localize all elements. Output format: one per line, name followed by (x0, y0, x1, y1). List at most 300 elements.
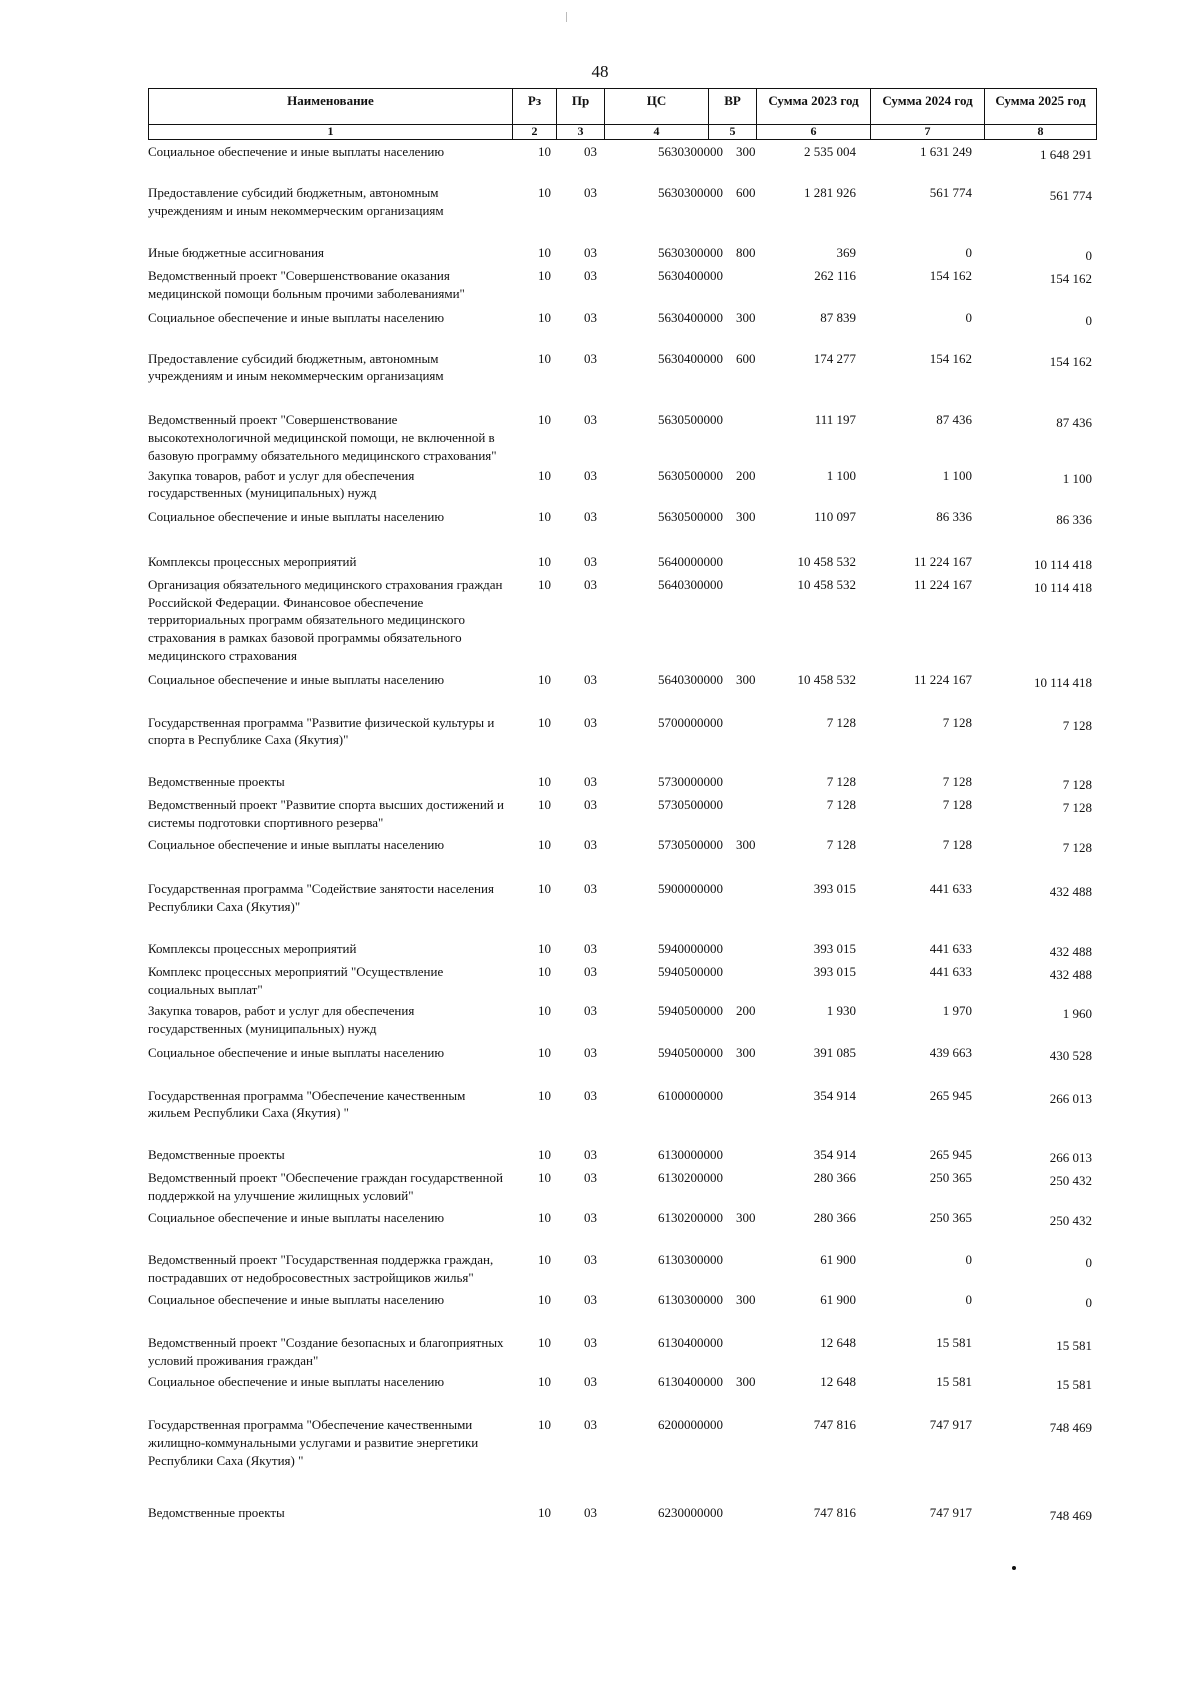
row-sum-2023: 10 458 532 (797, 553, 856, 569)
row-cs: 5730500000 (658, 836, 723, 852)
row-vr: 300 (736, 1374, 756, 1390)
row-sum-2024: 0 (965, 1292, 972, 1308)
table-row (148, 773, 1096, 796)
row-rz: 10 (538, 553, 551, 569)
row-name: Государственная программа "Обеспечение качественным жильем Республики Саха (Якутия) " (148, 1087, 466, 1121)
budget-table-body (148, 143, 1096, 1524)
row-pr: 03 (584, 714, 597, 730)
row-sum-2025: 432 488 (1049, 884, 1092, 900)
row-rz: 10 (538, 774, 551, 790)
row-name: Ведомственный проект "Совершенствование высокотехнологичной медицинской помощи, не включенной в базовую программу обязательного медицинского страхования" (148, 412, 497, 463)
row-rz: 10 (538, 1209, 551, 1225)
row-sum-2024: 154 162 (929, 350, 972, 366)
row-rz: 10 (538, 509, 551, 525)
row-sum-2025: 430 528 (1049, 1047, 1092, 1063)
table-row (148, 880, 1096, 940)
table-row (148, 1334, 1096, 1374)
row-sum-2023: 1 100 (826, 467, 856, 483)
row-name: Комплексы процессных мероприятий (148, 553, 357, 569)
row-sum-2025: 748 469 (1049, 1420, 1092, 1436)
row-pr: 03 (584, 881, 597, 897)
row-cs: 6100000000 (658, 1087, 723, 1103)
row-sum-2024: 1 970 (942, 1003, 972, 1019)
row-vr: 800 (736, 245, 756, 261)
table-row (148, 1373, 1096, 1416)
row-sum-2025: 86 336 (1056, 512, 1092, 528)
row-sum-2024: 7 128 (942, 796, 972, 812)
row-rz: 10 (538, 671, 551, 687)
row-sum-2024: 441 633 (929, 881, 972, 897)
row-vr: 300 (736, 1044, 756, 1060)
row-sum-2023: 110 097 (814, 509, 856, 525)
row-sum-2023: 111 197 (814, 412, 856, 428)
row-vr: 300 (736, 1209, 756, 1225)
row-cs: 6130300000 (658, 1292, 723, 1308)
row-cs: 5630400000 (658, 268, 723, 284)
row-sum-2023: 280 366 (813, 1209, 856, 1225)
row-name: Социальное обеспечение и иные выплаты населению (148, 1044, 445, 1060)
row-sum-2024: 1 631 249 (920, 144, 972, 159)
page-number: 48 (591, 62, 609, 81)
row-name: Комплексы процессных мероприятий (148, 940, 357, 956)
header-col-number: 8 (985, 125, 1097, 140)
row-vr (726, 773, 778, 796)
row-sum-2024: 0 (965, 245, 972, 261)
row-sum-2024: 87 436 (936, 412, 972, 428)
table-row (148, 244, 1096, 267)
row-pr: 03 (584, 1209, 597, 1225)
row-sum-2025: 0 (1085, 1295, 1092, 1311)
row-sum-2025: 0 (1085, 312, 1092, 328)
row-pr: 03 (584, 1003, 597, 1019)
row-rz: 10 (538, 412, 551, 428)
row-rz: 10 (538, 350, 551, 366)
row-rz: 10 (538, 1417, 551, 1433)
row-name: Организация обязательного медицинского страхования граждан Российской Федерации. Финансовое обеспечение территориальных программ обязательного медицинского страхования в рамках базовой программы обязательного медицинского страхования (148, 576, 503, 663)
row-vr (726, 1146, 778, 1169)
row-sum-2024: 15 581 (936, 1334, 972, 1350)
header-col-number: 1 (149, 125, 513, 140)
row-sum-2025: 7 128 (1062, 839, 1092, 855)
row-sum-2024: 250 365 (929, 1170, 972, 1186)
row-rz: 10 (538, 1170, 551, 1186)
row-rz: 10 (538, 1292, 551, 1308)
row-pr: 03 (584, 1252, 597, 1268)
row-pr: 03 (584, 1374, 597, 1390)
row-rz: 10 (538, 1044, 551, 1060)
row-sum-2023: 87 839 (820, 309, 856, 325)
row-sum-2024: 265 945 (929, 1087, 972, 1103)
row-sum-2025: 748 469 (1049, 1507, 1092, 1523)
row-name: Предоставление субсидий бюджетным, автономным учреждениям и иным некоммерческим организациям (148, 184, 444, 218)
row-pr: 03 (584, 1504, 597, 1520)
row-cs: 5640300000 (658, 671, 723, 687)
table-row (148, 553, 1096, 576)
row-pr: 03 (584, 1147, 597, 1163)
row-sum-2024: 747 917 (929, 1504, 972, 1520)
row-sum-2023: 369 (836, 245, 856, 261)
header-sum-2023: Сумма 2023 год (757, 89, 871, 125)
row-rz: 10 (538, 184, 551, 200)
row-name: Ведомственные проекты (148, 774, 285, 790)
table-row (148, 1169, 1096, 1209)
table-row (148, 576, 1096, 671)
table-row (148, 350, 1096, 412)
row-name: Государственная программа "Обеспечение качественными жилищно-коммунальными услугами и развитие энергетики Республики Саха (Якутия) " (148, 1417, 479, 1468)
row-name: Социальное обеспечение и иные выплаты населению (148, 309, 445, 325)
row-sum-2024: 439 663 (929, 1044, 972, 1060)
header-cs: ЦС (605, 89, 709, 125)
row-vr (726, 1504, 778, 1525)
row-pr: 03 (584, 836, 597, 852)
row-pr: 03 (584, 576, 597, 592)
table-row (148, 309, 1096, 350)
row-pr: 03 (584, 1044, 597, 1060)
row-name: Комплекс процессных мероприятий "Осуществление социальных выплат" (148, 963, 444, 997)
row-sum-2023: 61 900 (820, 1252, 856, 1268)
row-cs: 5940500000 (658, 1003, 723, 1019)
row-sum-2024: 441 633 (929, 940, 972, 956)
row-sum-2024: 11 224 167 (913, 671, 972, 687)
row-vr (726, 411, 778, 466)
row-sum-2023: 10 458 532 (797, 671, 856, 687)
row-cs: 5640300000 (658, 576, 723, 592)
row-sum-2025: 432 488 (1049, 966, 1092, 982)
table-row (148, 1504, 1096, 1525)
table-row (148, 1416, 1096, 1503)
row-sum-2024: 0 (965, 309, 972, 325)
row-pr: 03 (584, 1292, 597, 1308)
table-row (148, 1291, 1096, 1334)
row-pr: 03 (584, 1334, 597, 1350)
table-row (148, 714, 1096, 774)
header-sum-2025: Сумма 2025 год (985, 89, 1097, 125)
row-sum-2023: 354 914 (813, 1147, 856, 1163)
row-sum-2023: 2 535 004 (804, 144, 856, 159)
table-row (148, 508, 1096, 553)
row-vr (726, 1251, 778, 1291)
row-vr (726, 714, 778, 774)
row-name: Социальное обеспечение и иные выплаты населению (148, 671, 445, 687)
table-row (148, 1044, 1096, 1087)
table-row (148, 1251, 1096, 1291)
row-cs: 5630300000 (658, 184, 723, 200)
row-cs: 5940000000 (658, 940, 723, 956)
row-sum-2025: 432 488 (1049, 943, 1092, 959)
row-cs: 5630500000 (658, 412, 723, 428)
row-sum-2023: 393 015 (813, 963, 856, 979)
row-rz: 10 (538, 144, 551, 159)
row-cs: 5730500000 (658, 796, 723, 812)
row-sum-2025: 7 128 (1062, 799, 1092, 815)
row-sum-2024: 0 (965, 1252, 972, 1268)
row-name: Государственная программа "Развитие физической культуры и спорта в Республике Саха (Якутия)" (148, 714, 495, 748)
row-sum-2024: 86 336 (936, 509, 972, 525)
row-rz: 10 (538, 714, 551, 730)
row-vr: 300 (736, 509, 756, 525)
row-sum-2025: 561 774 (1049, 187, 1092, 203)
row-pr: 03 (584, 144, 597, 159)
row-vr (726, 1169, 778, 1209)
row-vr: 600 (736, 350, 756, 366)
row-rz: 10 (538, 836, 551, 852)
row-sum-2023: 393 015 (813, 881, 856, 897)
row-sum-2025: 154 162 (1049, 353, 1092, 369)
row-vr (726, 576, 778, 671)
row-cs: 5940500000 (658, 963, 723, 979)
table-row (148, 1002, 1096, 1044)
row-sum-2023: 7 128 (826, 796, 856, 812)
table-row (148, 1146, 1096, 1169)
header-rz: Рз (513, 89, 557, 125)
row-sum-2023: 354 914 (813, 1087, 856, 1103)
row-name: Ведомственный проект "Обеспечение граждан государственной поддержкой на улучшение жилищных условий" (148, 1170, 503, 1203)
row-sum-2025: 154 162 (1049, 271, 1092, 287)
row-pr: 03 (584, 309, 597, 325)
row-pr: 03 (584, 467, 597, 483)
table-header (148, 88, 1097, 140)
row-name: Предоставление субсидий бюджетным, автономным учреждениям и иным некоммерческим организациям (148, 350, 444, 384)
row-sum-2025: 1 100 (1062, 470, 1092, 486)
row-sum-2024: 15 581 (936, 1374, 972, 1390)
row-cs: 6130400000 (658, 1334, 723, 1350)
row-rz: 10 (538, 940, 551, 956)
row-sum-2023: 747 816 (813, 1417, 856, 1433)
row-sum-2023: 391 085 (813, 1044, 856, 1060)
row-vr: 600 (736, 184, 756, 200)
row-cs: 6130200000 (658, 1170, 723, 1186)
row-name: Социальное обеспечение и иные выплаты населению (148, 836, 445, 852)
header-row-titles (149, 89, 1097, 125)
row-pr: 03 (584, 963, 597, 979)
row-pr: 03 (584, 796, 597, 812)
row-cs: 5900000000 (658, 881, 723, 897)
row-rz: 10 (538, 1147, 551, 1163)
row-name: Ведомственные проекты (148, 1147, 285, 1163)
table-row (148, 836, 1096, 881)
row-name: Иные бюджетные ассигнования (148, 245, 325, 261)
row-sum-2024: 7 128 (942, 714, 972, 730)
row-cs: 6130300000 (658, 1252, 723, 1268)
row-cs: 5630300000 (658, 144, 723, 159)
row-sum-2023: 7 128 (826, 714, 856, 730)
row-pr: 03 (584, 1417, 597, 1433)
row-sum-2024: 441 633 (929, 963, 972, 979)
scan-dot (1012, 1566, 1016, 1570)
row-cs: 5630500000 (658, 509, 723, 525)
row-sum-2025: 7 128 (1062, 717, 1092, 733)
table-row (148, 963, 1096, 1003)
table-row (148, 1087, 1096, 1147)
row-cs: 5730000000 (658, 774, 723, 790)
row-rz: 10 (538, 309, 551, 325)
table-row (148, 184, 1096, 245)
row-sum-2025: 87 436 (1056, 415, 1092, 431)
row-sum-2025: 10 114 418 (1033, 674, 1092, 690)
row-sum-2024: 1 100 (942, 467, 972, 483)
row-vr: 300 (736, 836, 756, 852)
row-pr: 03 (584, 671, 597, 687)
row-rz: 10 (538, 881, 551, 897)
row-vr: 300 (736, 671, 756, 687)
row-rz: 10 (538, 963, 551, 979)
row-name: Социальное обеспечение и иные выплаты населению (148, 144, 445, 159)
row-pr: 03 (584, 350, 597, 366)
header-name: Наименование (149, 89, 513, 125)
row-cs: 5940500000 (658, 1044, 723, 1060)
table-row (148, 267, 1096, 309)
header-row-numbers (149, 125, 1097, 140)
table-row (148, 940, 1096, 963)
row-rz: 10 (538, 1374, 551, 1390)
row-name: Ведомственный проект "Создание безопасных и благоприятных условий проживания граждан" (148, 1334, 504, 1368)
row-rz: 10 (538, 1252, 551, 1268)
row-sum-2023: 12 648 (820, 1374, 856, 1390)
row-sum-2024: 250 365 (929, 1209, 972, 1225)
row-pr: 03 (584, 553, 597, 569)
table-row (148, 467, 1096, 509)
row-sum-2025: 266 013 (1049, 1150, 1092, 1166)
row-rz: 10 (538, 1087, 551, 1103)
row-sum-2025: 1 648 291 (1040, 147, 1092, 162)
row-sum-2024: 11 224 167 (913, 553, 972, 569)
row-cs: 6230000000 (658, 1504, 723, 1520)
row-sum-2025: 10 114 418 (1033, 556, 1092, 572)
row-sum-2025: 15 581 (1056, 1337, 1092, 1353)
row-cs: 6130000000 (658, 1147, 723, 1163)
row-pr: 03 (584, 245, 597, 261)
row-sum-2023: 174 277 (813, 350, 856, 366)
row-vr: 200 (736, 1003, 756, 1019)
row-sum-2025: 7 128 (1062, 777, 1092, 793)
row-pr: 03 (584, 184, 597, 200)
row-sum-2025: 250 432 (1049, 1212, 1092, 1228)
row-vr (726, 796, 778, 836)
row-vr (726, 267, 778, 309)
row-vr (726, 1334, 778, 1374)
row-vr (726, 940, 778, 963)
table-row (148, 671, 1096, 714)
row-name: Социальное обеспечение и иные выплаты населению (148, 1374, 445, 1390)
row-vr: 300 (736, 1292, 756, 1308)
row-rz: 10 (538, 576, 551, 592)
row-sum-2024: 265 945 (929, 1147, 972, 1163)
row-sum-2024: 7 128 (942, 836, 972, 852)
row-cs: 6200000000 (658, 1417, 723, 1433)
row-sum-2025: 0 (1085, 1255, 1092, 1271)
row-sum-2023: 393 015 (813, 940, 856, 956)
row-pr: 03 (584, 774, 597, 790)
row-rz: 10 (538, 796, 551, 812)
row-cs: 6130200000 (658, 1209, 723, 1225)
table-row (148, 411, 1096, 466)
row-cs: 5640000000 (658, 553, 723, 569)
header-vr: ВР (709, 89, 757, 125)
row-cs: 5630400000 (658, 350, 723, 366)
row-sum-2025: 15 581 (1056, 1377, 1092, 1393)
row-sum-2023: 1 930 (826, 1003, 856, 1019)
row-pr: 03 (584, 1087, 597, 1103)
row-name: Ведомственный проект "Государственная поддержка граждан, пострадавших от недобросовестных застройщиков жилья" (148, 1252, 494, 1286)
row-rz: 10 (538, 467, 551, 483)
row-name: Ведомственные проекты (148, 1504, 285, 1520)
row-vr (726, 880, 778, 940)
row-name: Ведомственный проект "Развитие спорта высших достижений и системы подготовки спортивного резерва" (148, 796, 504, 830)
header-col-number: 7 (871, 125, 985, 140)
row-vr: 200 (736, 467, 756, 483)
header-col-number: 3 (557, 125, 605, 140)
row-vr: 300 (736, 309, 756, 325)
row-sum-2025: 1 960 (1062, 1006, 1092, 1022)
row-sum-2023: 12 648 (820, 1334, 856, 1350)
row-sum-2023: 1 281 926 (804, 184, 856, 200)
row-pr: 03 (584, 509, 597, 525)
header-col-number: 2 (513, 125, 557, 140)
row-sum-2023: 747 816 (813, 1504, 856, 1520)
row-sum-2023: 280 366 (813, 1170, 856, 1186)
row-cs: 5700000000 (658, 714, 723, 730)
row-vr: 300 (736, 144, 756, 159)
scan-artifact (566, 12, 567, 22)
row-name: Ведомственный проект "Совершенствование оказания медицинской помощи больным прочими заболеваниями" (148, 268, 465, 301)
row-rz: 10 (538, 1334, 551, 1350)
row-name: Государственная программа "Содействие занятости населения Республики Саха (Якутия)" (148, 881, 494, 915)
row-name: Социальное обеспечение и иные выплаты населению (148, 1209, 445, 1225)
row-sum-2024: 747 917 (929, 1417, 972, 1433)
row-sum-2023: 61 900 (820, 1292, 856, 1308)
row-sum-2025: 10 114 418 (1033, 579, 1092, 595)
header-col-number: 4 (605, 125, 709, 140)
row-rz: 10 (538, 245, 551, 261)
row-pr: 03 (584, 412, 597, 428)
row-sum-2023: 7 128 (826, 836, 856, 852)
row-name: Закупка товаров, работ и услуг для обеспечения государственных (муниципальных) нужд (148, 467, 415, 501)
row-sum-2023: 262 116 (814, 268, 856, 284)
table-row (148, 1209, 1096, 1252)
row-sum-2025: 250 432 (1049, 1173, 1092, 1189)
row-vr (726, 1087, 778, 1147)
row-rz: 10 (538, 1003, 551, 1019)
row-rz: 10 (538, 1504, 551, 1520)
row-vr (726, 1416, 778, 1503)
row-cs: 5630500000 (658, 467, 723, 483)
header-pr: Пр (557, 89, 605, 125)
row-pr: 03 (584, 940, 597, 956)
row-sum-2025: 0 (1085, 248, 1092, 264)
row-cs: 5630300000 (658, 245, 723, 261)
row-sum-2024: 7 128 (942, 774, 972, 790)
row-cs: 5630400000 (658, 309, 723, 325)
row-cs: 6130400000 (658, 1374, 723, 1390)
row-sum-2023: 10 458 532 (797, 576, 856, 592)
row-sum-2023: 7 128 (826, 774, 856, 790)
table-row (148, 796, 1096, 836)
row-pr: 03 (584, 268, 597, 284)
row-vr (726, 963, 778, 1003)
row-rz: 10 (538, 268, 551, 284)
header-col-number: 6 (757, 125, 871, 140)
header-col-number: 5 (709, 125, 757, 140)
table-row (148, 143, 1096, 184)
row-sum-2024: 11 224 167 (913, 576, 972, 592)
row-name: Закупка товаров, работ и услуг для обеспечения государственных (муниципальных) нужд (148, 1003, 415, 1037)
row-name: Социальное обеспечение и иные выплаты населению (148, 1292, 445, 1308)
row-sum-2024: 154 162 (929, 268, 972, 284)
row-name: Социальное обеспечение и иные выплаты населению (148, 509, 445, 525)
row-vr (726, 553, 778, 576)
row-sum-2024: 561 774 (929, 184, 972, 200)
row-sum-2025: 266 013 (1049, 1090, 1092, 1106)
